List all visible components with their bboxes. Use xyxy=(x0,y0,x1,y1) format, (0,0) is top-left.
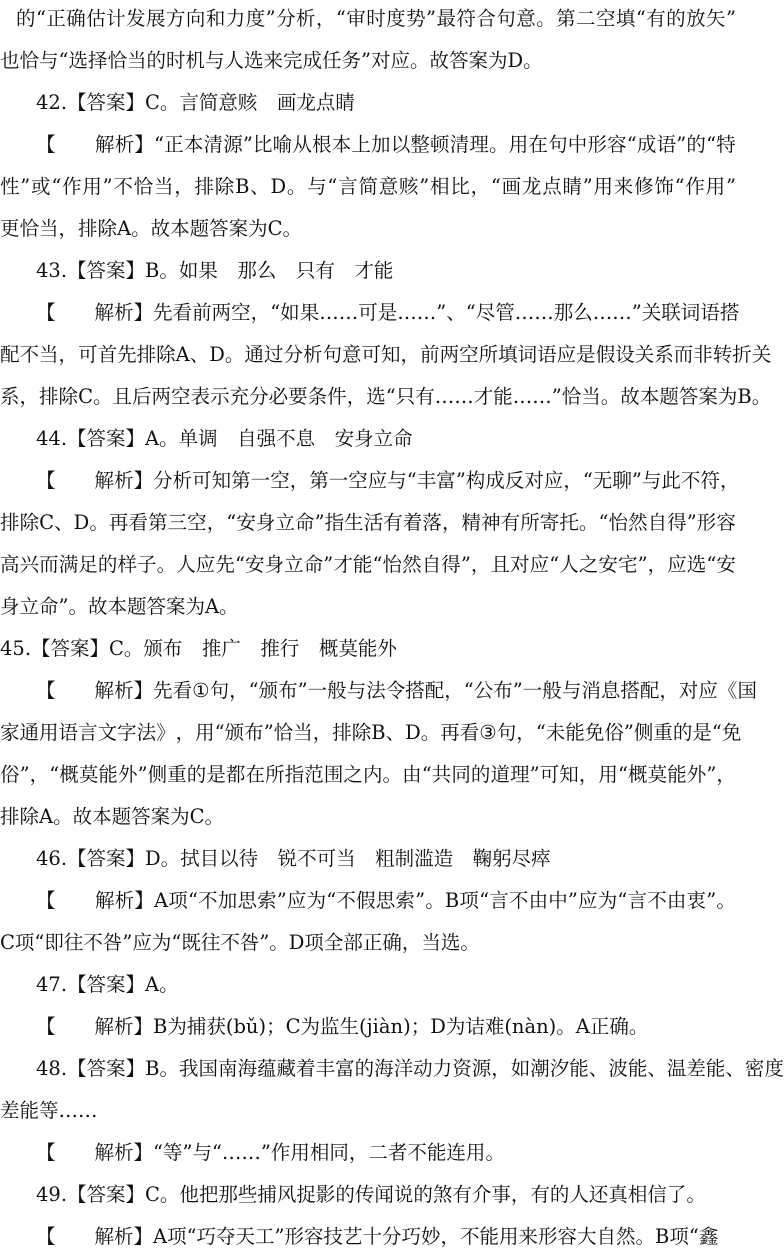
text-line xyxy=(0,632,738,666)
text-line xyxy=(0,1010,738,1044)
text-line xyxy=(0,1094,738,1128)
text-line xyxy=(0,254,738,288)
text-line-content: 45.【答案】C。颁布 推广 推行 概莫能外 xyxy=(0,637,397,660)
text-line xyxy=(0,2,738,36)
text-line xyxy=(0,842,738,876)
text-line-content: 【 解析】A项“巧夺天工”形容技艺十分巧妙，不能用来形容大自然。B项“鑫 xyxy=(36,1225,719,1248)
text-line-content: 【 解 析 】 “ 正 本 清 源 ” 比 喻 从 根 本 上 加 以 整 顿 清 理 。 用 在 句 中 形 容 “ 成 语 ” 的 “ 特 xyxy=(36,133,736,156)
text-line-content: 【 解析】B为捕获(bǔ)；C为监生(jiàn)；D为诘难(nàn)。A正确。 xyxy=(36,1015,649,1038)
text-line-content: 【 解析】“等”与“……”作用相同，二者不能连用。 xyxy=(36,1141,505,1164)
text-line xyxy=(0,674,757,708)
text-line xyxy=(0,1052,784,1086)
text-line xyxy=(0,800,738,834)
text-line-content: 排除A。故本题答案为C。 xyxy=(0,805,225,828)
text-line xyxy=(0,1220,738,1254)
text-line-content: 身立命”。故本题答案为A。 xyxy=(0,595,239,618)
text-line-content: 俗 ” ， “ 概 莫 能 外 ” 侧 重 的 是 都 在 所 指 范 围 之 内 。 由 “ 共 同 的 道 理 ” 可 知 ， 用 “ 概 莫 能 外 ” ， xyxy=(0,763,736,786)
text-line-content: 47.【答案】A。 xyxy=(36,973,179,996)
text-line-content: 配 不 当 ， 可 首 先 排 除 A 、 D 。 通 过 分 析 句 意 可 知 ， 前 两 空 所 填 词 语 应 是 假 设 关 系 而 非 转 折 关 xyxy=(0,343,772,366)
text-line-content: 也恰与“选择恰当的时机与人选来完成任务”对应。故答案为D。 xyxy=(0,49,543,72)
text-line xyxy=(0,716,742,750)
text-line-content: 42.【答案】C。言简意赅 画龙点睛 xyxy=(36,91,355,114)
text-line-content: 性 ” 或 “ 作 用 ” 不 恰 当 ， 排 除 B 、 D 。 与 “ 言 简 意 赅 ” 相 比 ， “ 画 龙 点 睛 ” 用 来 修 饰 “ 作 用 ” xyxy=(0,175,736,198)
text-line-content: 的 “ 正 确 估 计 发 展 方 向 和 力 度 ” 分 析 ， “ 审 时 度 势 ” 最 符 合 句 意 。 第 二 空 填 “ 有 的 放 矢 ” xyxy=(16,7,736,30)
text-line xyxy=(0,296,738,330)
text-line-content: 系 ， 排 除 C 。 且 后 两 空 表 示 充 分 必 要 条 件 ， 选 “ 只 有 … … 才 能 … … ” 恰 当 。 故 本 题 答 案 为 B 。 xyxy=(0,385,772,408)
text-line xyxy=(0,1136,738,1170)
text-line xyxy=(0,758,738,792)
text-line xyxy=(0,926,738,960)
text-line-content: 【 解 析 】 分 析 可 知 第 一 空 ， 第 一 空 应 与 “ 丰 富 ” 构 成 反 对 应 ， “ 无 聊 ” 与 此 不 符 ， xyxy=(36,469,740,492)
text-line xyxy=(0,506,738,540)
text-line-content: 排 除 C 、 D 。 再 看 第 三 空 ， “ 安 身 立 命 ” 指 生 活 有 着 落 ， 精 神 有 所 寄 托 。 “ 怡 然 自 得 ” 形 容 xyxy=(0,511,736,534)
text-line xyxy=(0,884,738,918)
text-line-content: 高 兴 而 满 足 的 样 子 。 人 应 先 “ 安 身 立 命 ” 才 能 “ 怡 然 自 得 ” ， 且 对 应 “ 人 之 安 宅 ” ， 应 选 “ 安 xyxy=(0,553,736,576)
text-line xyxy=(0,422,738,456)
text-line-content: 更恰当，排除A。故本题答案为C。 xyxy=(0,217,303,240)
text-line xyxy=(0,968,738,1002)
text-line-content: 【 解 析 】 A 项 “ 不 加 思 索 ” 应 为 “ 不 假 思 索 ” 。 B 项 “ 言 不 由 中 ” 应 为 “ 言 不 由 衷 ” 。 xyxy=(36,889,736,912)
text-line xyxy=(0,212,738,246)
text-line xyxy=(0,590,738,624)
text-line xyxy=(0,464,738,498)
text-line-content: 【 解 析 】 先 看 ① 句 ， “ 颁 布 ” 一 般 与 法 令 搭 配 ， “ 公 布 ” 一 般 与 消 息 搭 配 ， 对 应 《 国 xyxy=(36,679,757,702)
text-line xyxy=(0,128,738,162)
text-line xyxy=(0,86,738,120)
text-line xyxy=(0,1178,738,1212)
text-line-content: 4 8 . 【 答 案 】 B 。 我 国 南 海 蕴 藏 着 丰 富 的 海 洋 动 力 资 源 ， 如 潮 汐 能 、 波 能 、 温 差 能 、 密 度 xyxy=(36,1057,784,1080)
text-line-content: 44.【答案】A。单调 自强不息 安身立命 xyxy=(36,427,413,450)
text-line xyxy=(0,44,738,78)
text-line-content: 差能等…… xyxy=(0,1099,98,1122)
text-line xyxy=(0,338,772,372)
text-line-content: 家 通 用 语 言 文 字 法 》 ， 用 “ 颁 布 ” 恰 当 ， 排 除 B 、 D 。 再 看 ③ 句 ， “ 未 能 免 俗 ” 侧 重 的 是 “ 免 xyxy=(0,721,742,744)
text-line xyxy=(0,548,738,582)
text-line-content: 43.【答案】B。如果 那么 只有 才能 xyxy=(36,259,394,282)
text-line-content: C项“即往不咎”应为“既往不咎”。D项全部正确，当选。 xyxy=(0,931,480,954)
text-line-content: 【 解 析 】 先 看 前 两 空 ， “ 如 果 … … 可 是 … … ” 、 “ 尽 管 … … 那 么 … … ” 关 联 词 语 搭 xyxy=(36,301,740,324)
text-line xyxy=(0,170,738,204)
text-line-content: 46.【答案】D。拭目以待 锐不可当 粗制滥造 鞠躬尽瘁 xyxy=(36,847,551,870)
text-line-content: 49.【答案】C。他把那些捕风捉影的传闻说的煞有介事，有的人还真相信了。 xyxy=(36,1183,706,1206)
text-line xyxy=(0,380,772,414)
